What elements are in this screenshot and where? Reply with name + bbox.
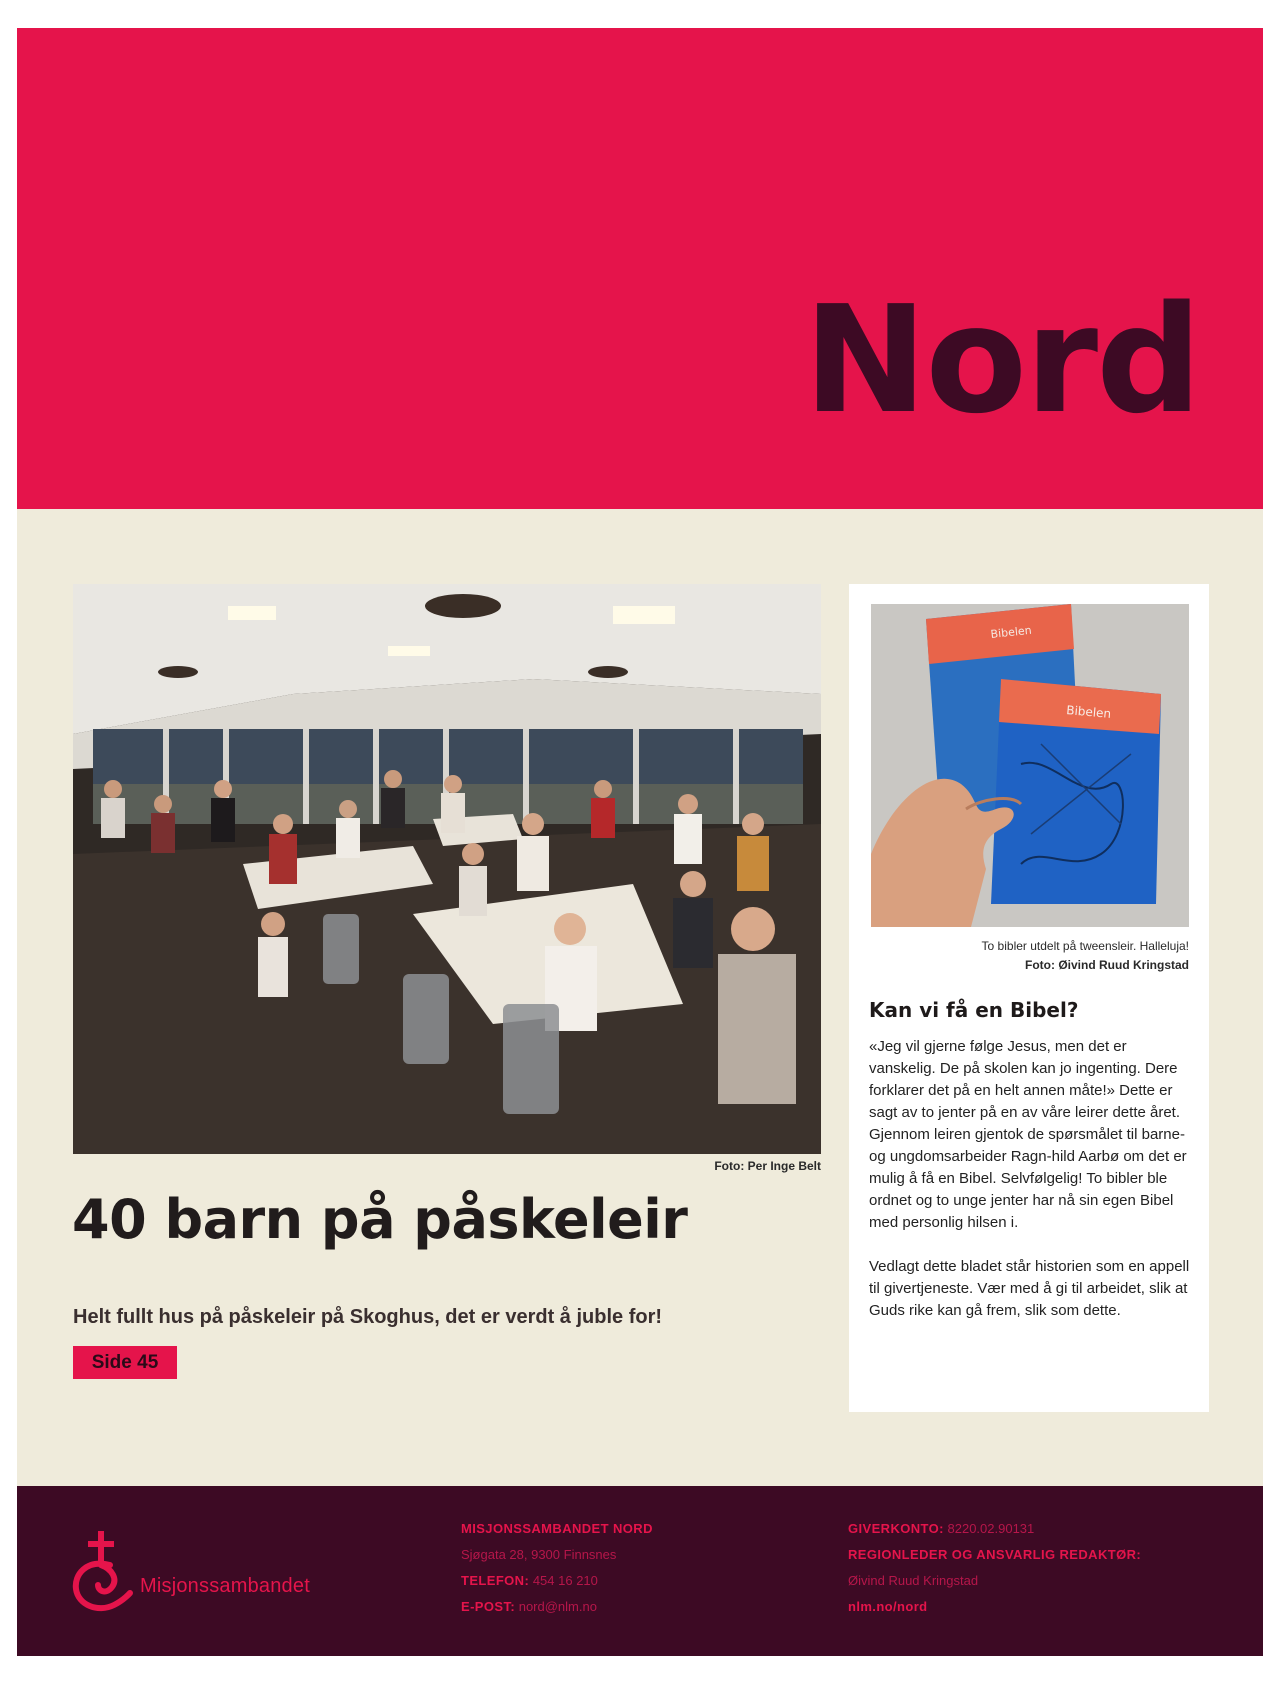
editor-label: REGIONLEDER OG ANSVARLIG REDAKTØR:	[848, 1547, 1142, 1562]
footer	[17, 1486, 1263, 1656]
misjonssambandet-logo-icon	[72, 1529, 134, 1613]
account-label: GIVERKONTO:	[848, 1521, 944, 1536]
sidebar-card	[849, 584, 1209, 1412]
editor-name: Øivind Ruud Kringstad	[848, 1573, 979, 1588]
bible-photo	[871, 604, 1189, 927]
account-number: 8220.02.90131	[947, 1521, 1035, 1536]
bible-photo-credit: Foto: Øivind Ruud Kringstad	[1025, 958, 1189, 972]
camp-photo-illustration	[73, 584, 821, 1154]
phone-label: TELEFON:	[461, 1573, 530, 1588]
email-line	[461, 1594, 653, 1620]
bible-photo-caption	[869, 937, 1189, 975]
logo-wordmark: Misjonssambandet	[140, 1575, 310, 1597]
article-headline: 40 barn på påskeleir	[72, 1188, 688, 1251]
banner-title: Nord	[803, 274, 1200, 446]
account-line	[848, 1516, 1141, 1542]
org-address: Sjøgata 28, 9300 Finnsnes	[461, 1547, 617, 1562]
front-book-title: Bibelen	[1065, 703, 1112, 721]
bible-photo-illustration	[871, 604, 1189, 927]
org-name: MISJONSSAMBANDET NORD	[461, 1521, 653, 1536]
email-address[interactable]: nord@nlm.no	[518, 1599, 597, 1614]
contact-column	[461, 1516, 653, 1620]
sidebar-body	[869, 1036, 1194, 1344]
header-banner	[17, 28, 1263, 509]
page-reference-badge: Side 45	[73, 1346, 177, 1379]
phone-number: 454 16 210	[532, 1573, 598, 1588]
website-link[interactable]: nlm.no/nord	[848, 1599, 928, 1614]
email-label: E-POST:	[461, 1599, 516, 1614]
article-subhead: Helt fullt hus på påskeleir på Skoghus, det er verdt å juble for!	[73, 1306, 663, 1328]
camp-group-photo	[73, 584, 821, 1154]
phone-line	[461, 1568, 653, 1594]
bible-caption-text: To bibler utdelt på tweensleir. Halleluja!	[981, 939, 1189, 953]
sidebar-title: Kan vi få en Bibel?	[869, 998, 1079, 1022]
sidebar-paragraph: «Jeg vil gjerne følge Jesus, men det er vanskelig. De på skolen kan jo ingenting. Dere forklarer det på en helt annen måte!» Dette er sagt av to jenter på en av våre leirer dette året. Gjennom leiren gjentok de spørsmålet til barne- og ungdomsarbeider Ragn-hild Aarbø om det er mulig å få en Bibel. Selvfølgelig! To bibler ble ordnet og to unge jenter har nå sin egen Bibel med personlig hilsen i.	[869, 1038, 1187, 1231]
back-book-title: Bibelen	[989, 623, 1033, 641]
newsletter-page	[17, 28, 1263, 1656]
account-column	[848, 1516, 1141, 1620]
sidebar-paragraph: Vedlagt dette bladet står historien som en appell til givertjeneste. Vær med å gi til arbeidet, slik at Guds rike kan gå frem, slik som dette.	[869, 1258, 1190, 1319]
main-photo-credit: Foto: Per Inge Belt	[714, 1159, 821, 1173]
